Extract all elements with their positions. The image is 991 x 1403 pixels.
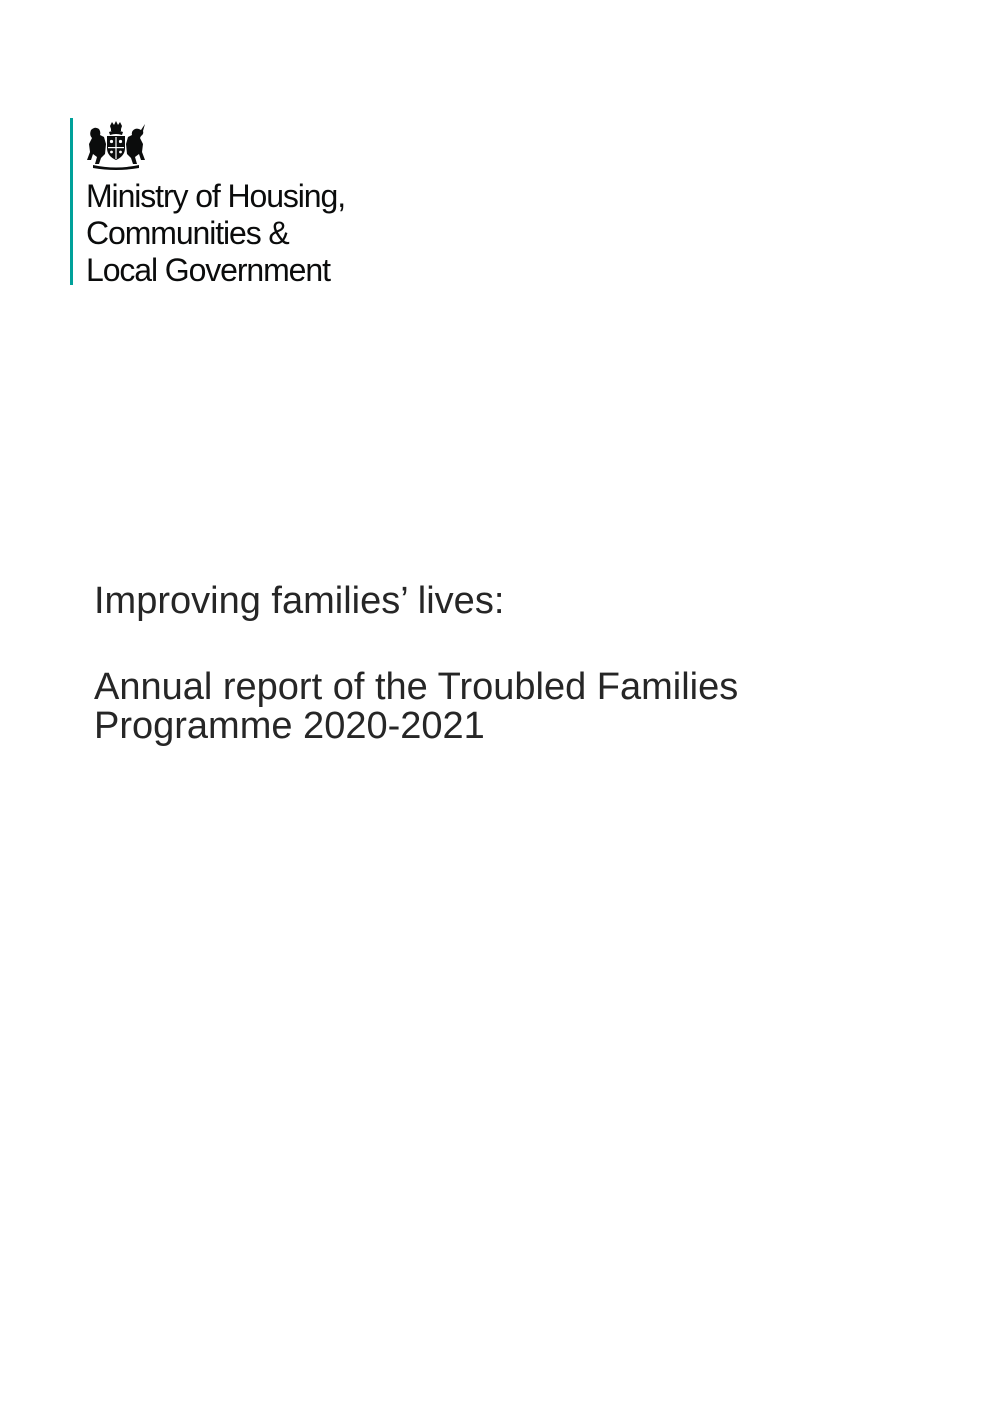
report-title-line-2: Programme 2020-2021 <box>94 705 485 747</box>
royal-coat-of-arms-icon <box>85 120 147 170</box>
report-title-block <box>94 578 914 746</box>
report-title-line-1: Annual report of the Troubled Families <box>94 666 739 708</box>
department-name-line-1: Ministry of Housing, <box>86 178 345 214</box>
report-subtitle: Improving families’ lives: <box>94 580 505 622</box>
department-name-line-2: Communities & <box>86 215 289 251</box>
department-name-line-3: Local Government <box>86 252 330 288</box>
report-title <box>94 668 914 746</box>
department-logo <box>70 118 410 288</box>
department-name <box>86 178 345 289</box>
logo-accent-rule <box>70 118 73 285</box>
